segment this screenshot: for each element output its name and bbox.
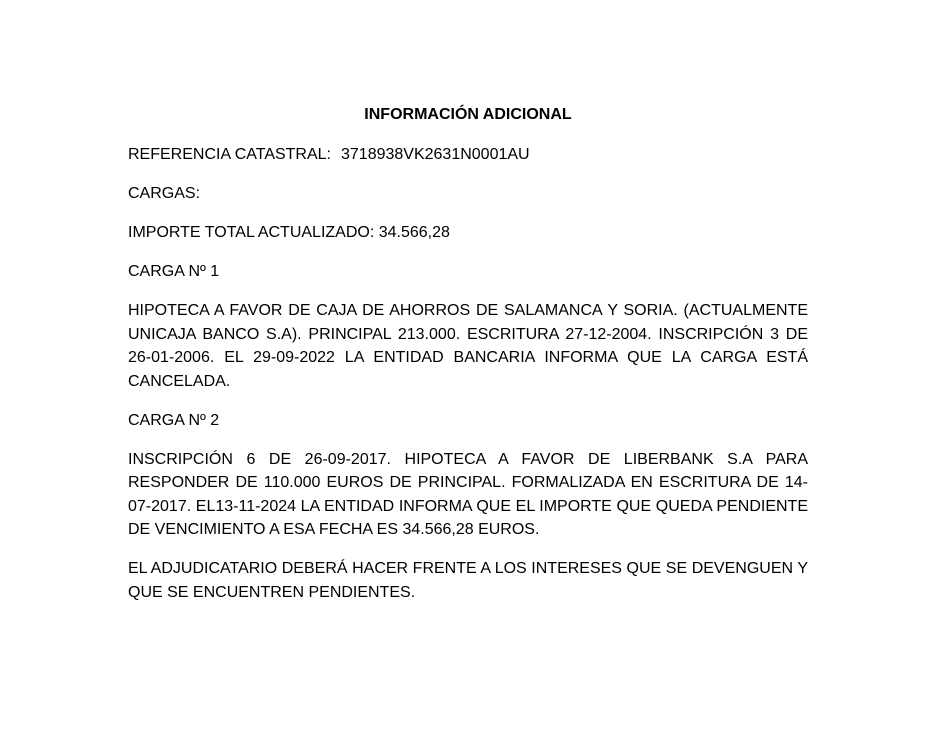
carga-2-text: INSCRIPCIÓN 6 DE 26-09-2017. HIPOTECA A FAVOR DE LIBERBANK S.A PARA RESPONDER DE 110.000 EUROS DE PRINCIPAL. FORMALIZADA EN ESCRITURA DE 14-07-2017. EL13-11-2024 LA ENTIDAD INFORMA QUE EL IMPORTE QUE QUEDA PENDIENTE DE VENCIMIENTO A ESA FECHA ES 34.566,28 EUROS. — [128, 450, 808, 538]
carga-2-heading: CARGA Nº 2 — [128, 411, 220, 429]
carga-1-text: HIPOTECA A FAVOR DE CAJA DE AHORROS DE SALAMANCA Y SORIA. (ACTUALMENTE UNICAJA BANCO S.A). PRINCIPAL 213.000. ESCRITURA 27-12-2004. INSCRIPCIÓN 3 DE 26-01-2006. EL 29-09-2022 LA ENTIDAD BANCARIA INFORMA QUE LA CARGA ESTÁ CANCELADA. — [128, 302, 808, 390]
referencia-label: REFERENCIA CATASTRAL: — [128, 146, 331, 163]
importe-total: IMPORTE TOTAL ACTUALIZADO: 34.566,28 — [128, 224, 450, 241]
referencia-catastral — [128, 143, 808, 167]
referencia-value: 3718938VK2631N0001AU — [341, 146, 530, 163]
document-title: INFORMACIÓN ADICIONAL — [364, 106, 572, 123]
carga-1-heading: CARGA Nº 1 — [128, 263, 220, 280]
document-page — [128, 104, 808, 620]
adjudicatario-text: EL ADJUDICATARIO DEBERÁ HACER FRENTE A LOS INTERESES QUE SE DEVENGUEN Y QUE SE ENCUENTREN PENDIENTES. — [128, 560, 808, 601]
cargas-label: CARGAS: — [128, 185, 201, 202]
